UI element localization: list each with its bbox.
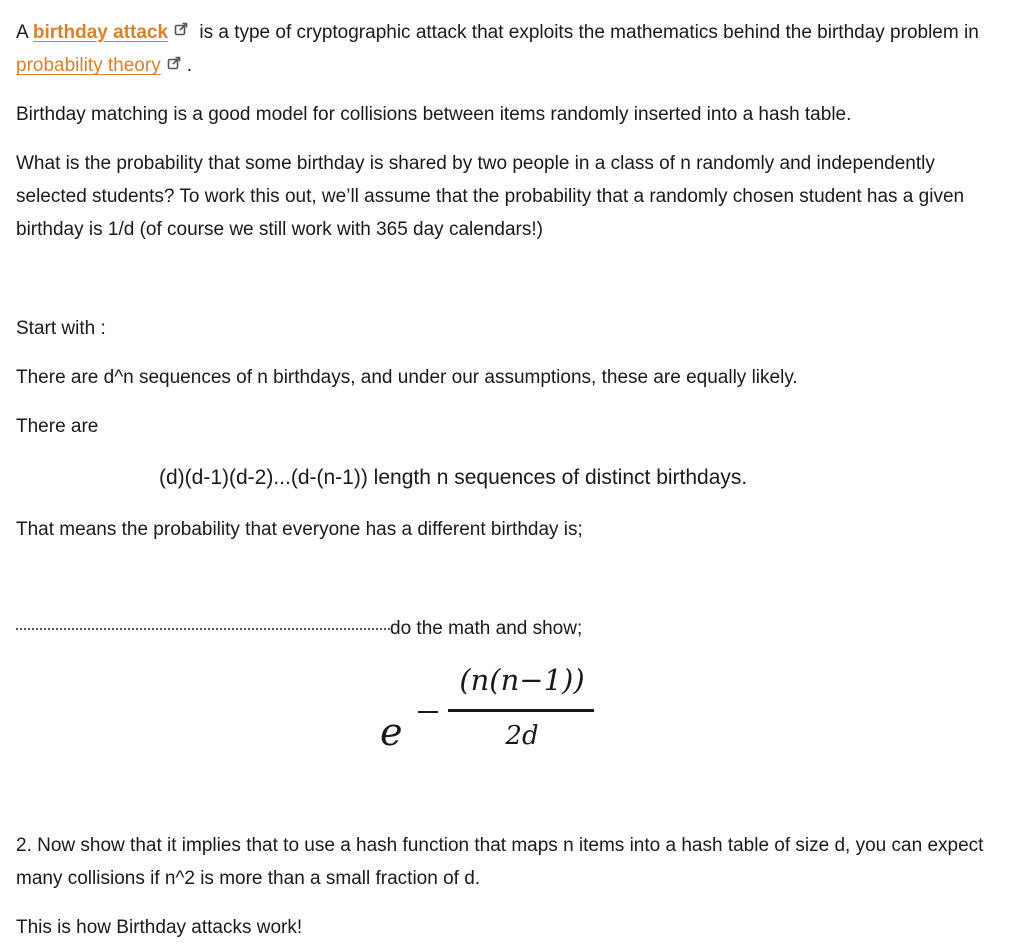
question-paragraph: What is the probability that some birthday is shared by two people in a class of n randomly and independently selected students? To work this out, we’ll assume that the probability that a randomly chosen student has a given birthday is 1/d (of course we still work with 365 day calendars!) [16,153,965,240]
formula-numerator: (n(n−1)) [459,663,585,697]
intro-suffix: . [186,55,192,77]
sequences-paragraph: There are d^n sequences of n birthdays, and under our assumptions, these are equally likely. [16,367,798,388]
math-line [16,612,582,645]
there-are-paragraph: There are [16,416,99,437]
formula-fraction-bar [448,709,594,712]
outro-paragraph: This is how Birthday attacks work! [16,917,303,938]
dotted-leader [16,628,390,630]
math-text: do the math and show; [390,618,583,639]
external-link-icon[interactable] [167,48,181,81]
exponential-formula [380,660,620,770]
start-paragraph: Start with : [16,318,106,339]
birthday-attack-link[interactable]: birthday attack [32,22,169,43]
formula-base: e [380,710,403,754]
intro-middle: is a type of cryptographic attack that exploits the mathematics behind the birthday problem in [199,22,979,43]
probability-theory-link[interactable]: probability theory [16,55,161,77]
distinct-sequences-line: (d)(d-1)(d-2)...(d-(n-1)) length n sequences of distinct birthdays. [159,466,748,489]
model-paragraph: Birthday matching is a good model for collisions between items randomly inserted into a hash table. [16,104,852,125]
intro-paragraph [16,16,1006,83]
formula-denominator: 2d [505,721,539,751]
formula-minus-sign [418,711,438,713]
external-link-icon[interactable] [174,14,188,47]
question-2-paragraph: 2. Now show that it implies that to use a hash function that maps n items into a hash table of size d, you can expect many collisions if n^2 is more than a small fraction of d. [16,835,984,889]
intro-prefix: A [16,22,28,43]
means-paragraph: That means the probability that everyone has a different birthday is; [16,519,583,540]
